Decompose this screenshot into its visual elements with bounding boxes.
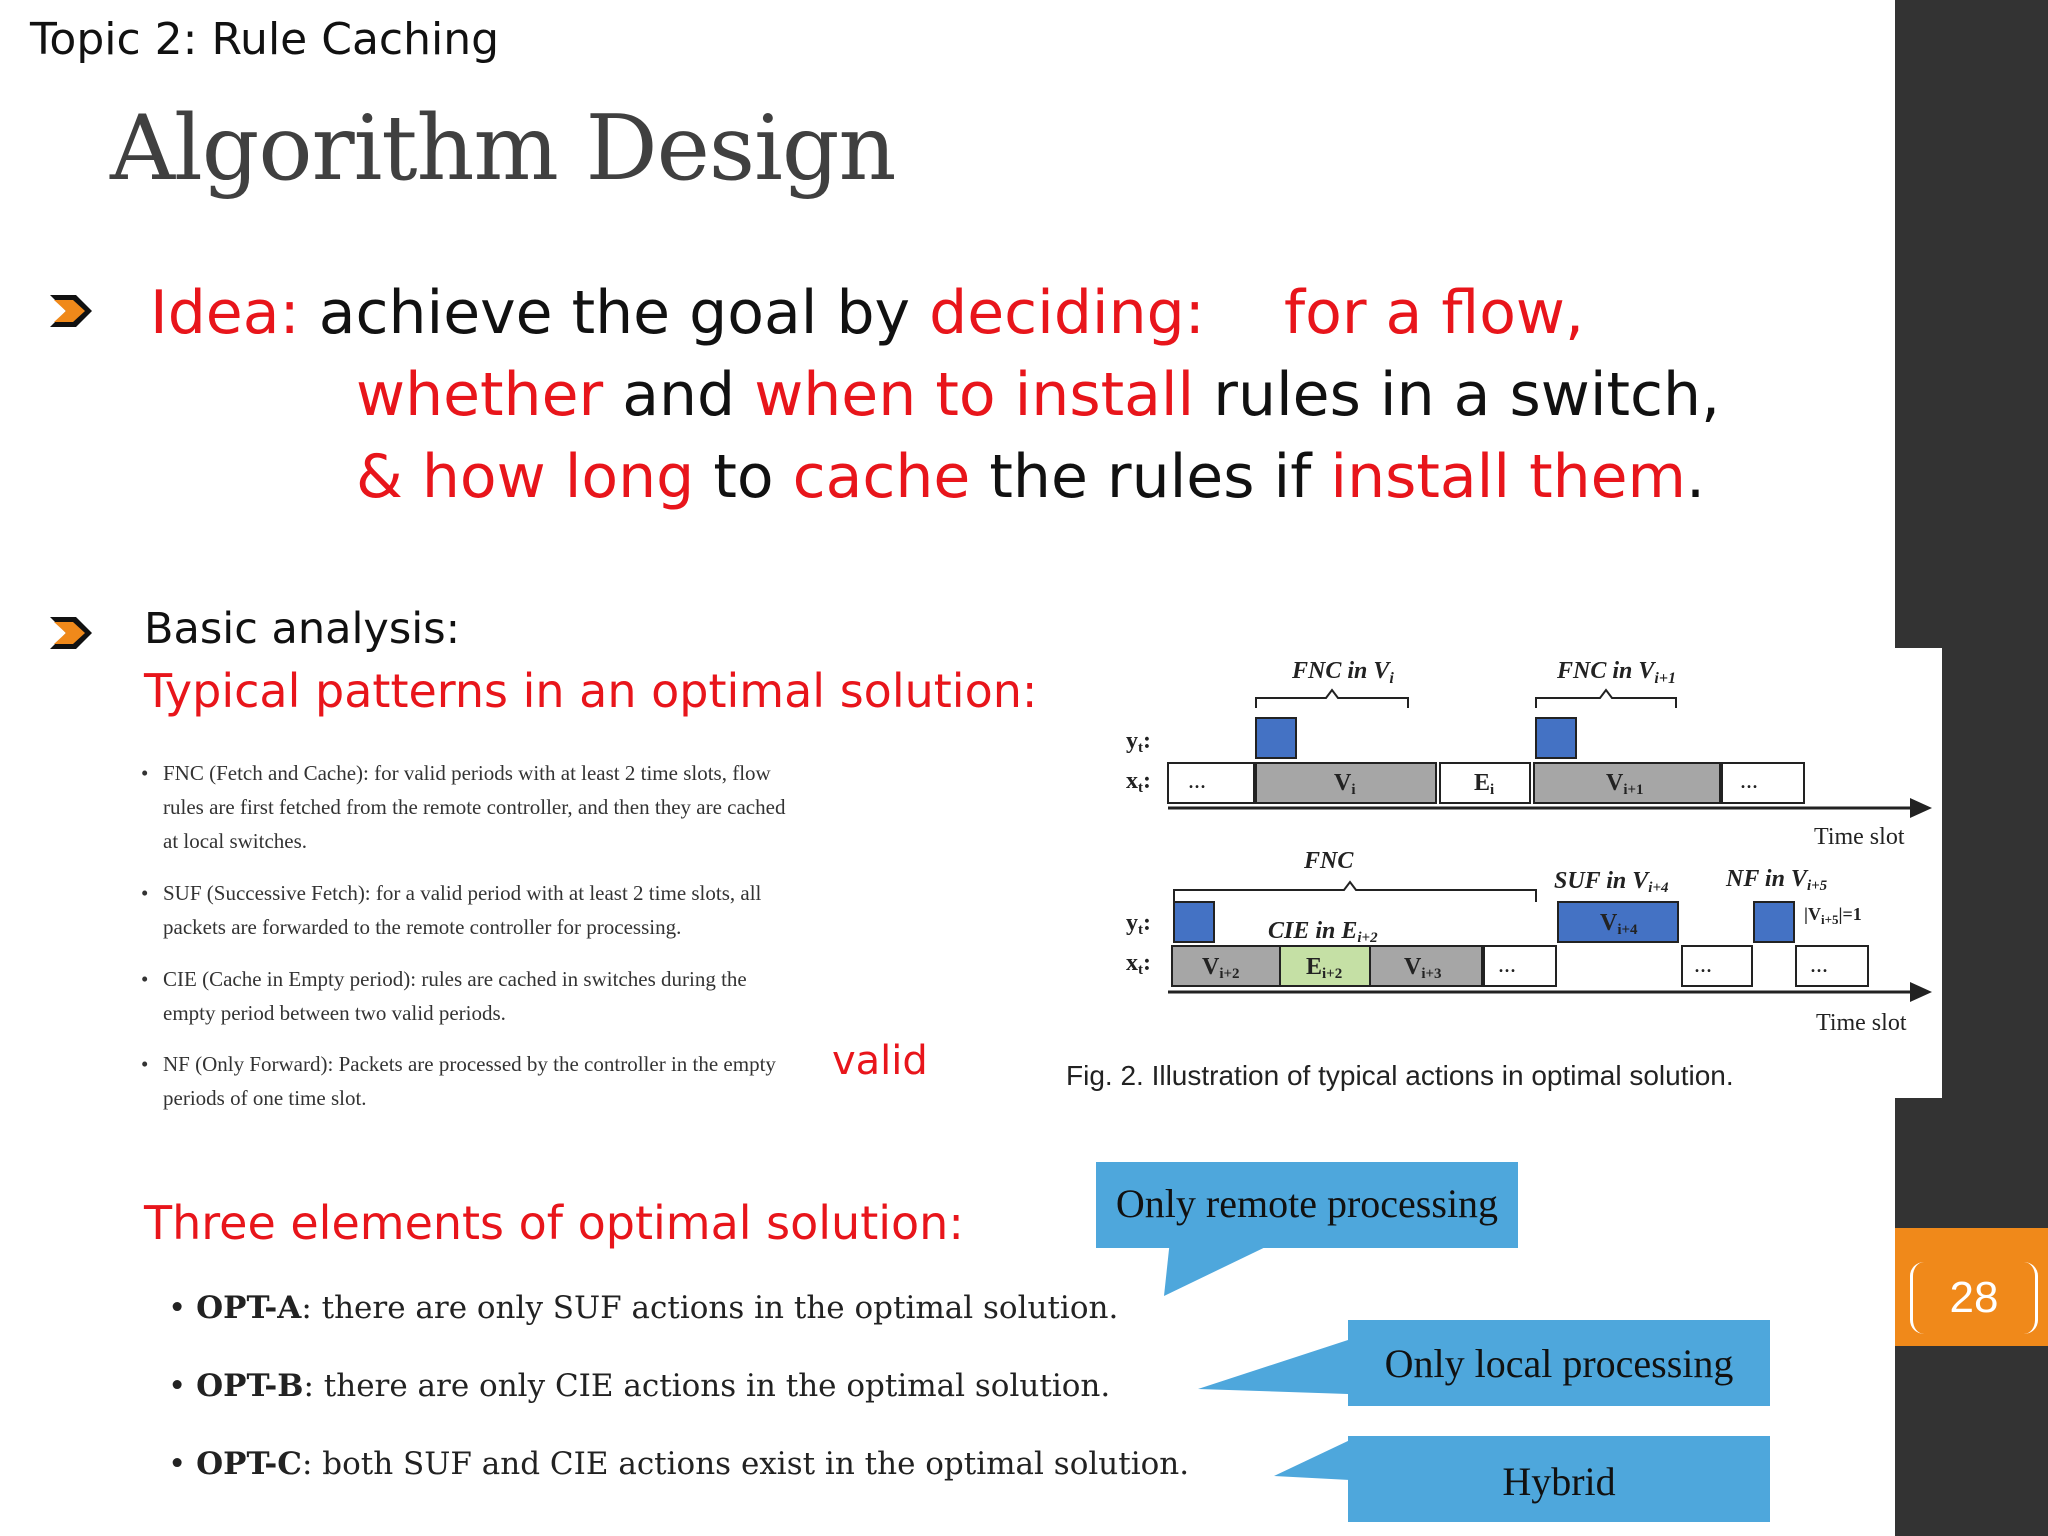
- idea-cache: cache: [792, 442, 971, 512]
- dots-text: ...: [1740, 768, 1758, 794]
- arrow-bullet-icon: [44, 292, 96, 330]
- dots-block: [1796, 946, 1868, 986]
- ei-text: Ei: [1474, 770, 1495, 798]
- idea-period: .: [1686, 442, 1706, 512]
- pattern-text: NF (Only Forward): Packets are processed by the controller in the empty: [163, 1052, 776, 1076]
- opt-c-item: • OPT-C: both SUF and CIE actions exist in the optimal solution.: [168, 1446, 1190, 1482]
- timeline-diagram: [1060, 648, 1942, 1048]
- opt-text: : there are only CIE actions in the optimal solution.: [303, 1368, 1111, 1404]
- opt-text: : both SUF and CIE actions exist in the optimal solution.: [301, 1446, 1190, 1482]
- brace-fnc-vi1: [1536, 690, 1676, 708]
- pattern-fnc: • FNC (Fetch and Cache): for valid periods with at least 2 time slots, flow rules are first fetched from the remote controller, and then they are cached at local switches.: [163, 756, 923, 858]
- brace-fnc: [1174, 882, 1536, 902]
- pattern-text: periods of one time slot.: [163, 1086, 367, 1110]
- callout-hybrid: Hybrid: [1348, 1436, 1770, 1522]
- dots-text: ...: [1694, 952, 1712, 978]
- idea-whether: whether: [356, 360, 604, 430]
- basic-analysis-label: Basic analysis:: [144, 604, 461, 654]
- pattern-nf: • NF (Only Forward): Packets are processed by the controller in the empty periods of one time slot.: [163, 1047, 923, 1115]
- idea-text: achieve the goal by: [318, 278, 911, 348]
- fetch-block: [1536, 718, 1576, 758]
- pattern-text: CIE (Cache in Empty period): rules are cached in switches during the: [163, 967, 747, 991]
- idea-when: when to install: [754, 360, 1195, 430]
- nf-label: NF in Vi+5: [1726, 866, 1828, 894]
- idea-howlong: & how long: [356, 442, 695, 512]
- opt-b-item: • OPT-B: there are only CIE actions in the optimal solution.: [168, 1368, 1111, 1404]
- topic-heading: Topic 2: Rule Caching: [30, 14, 500, 65]
- arrow-icon: [1910, 982, 1932, 1002]
- time-slot-label: Time slot: [1814, 824, 1905, 850]
- fetch-block: [1174, 902, 1214, 942]
- pattern-text: packets are forwarded to the remote controller for processing.: [163, 915, 682, 939]
- vi3-text: Vi+3: [1404, 954, 1442, 982]
- suf-label: SUF in Vi+4: [1554, 868, 1669, 896]
- yt-label: yt:: [1126, 728, 1151, 756]
- opt-a-item: • OPT-A: there are only SUF actions in the optimal solution.: [168, 1290, 1119, 1326]
- pattern-text: SUF (Successive Fetch): for a valid period with at least 2 time slots, all: [163, 881, 762, 905]
- arrow-bullet-icon: [44, 614, 96, 652]
- brace-label: FNC in $V_{i+1}$: [1557, 658, 1676, 687]
- opt-name: OPT-C: [196, 1446, 302, 1482]
- vi2-text: Vi+2: [1202, 954, 1240, 982]
- pattern-text: rules are first fetched from the remote controller, and then they are cached: [163, 795, 786, 819]
- pattern-text: FNC (Fetch and Cache): for valid periods with at least 2 time slots, flow: [163, 761, 771, 785]
- idea-install: install them: [1330, 442, 1686, 512]
- elements-subtitle: Three elements of optimal solution:: [144, 1196, 964, 1250]
- dots-block: [1168, 763, 1254, 803]
- yt-label: yt:: [1126, 910, 1151, 938]
- cie-label: CIE in Ei+2: [1268, 918, 1378, 946]
- fetch-block: [1256, 718, 1296, 758]
- patterns-subtitle: Typical patterns in an optimal solution:: [144, 664, 1038, 718]
- idea-line-1: [150, 278, 1584, 348]
- page-number: 28: [1910, 1262, 2038, 1334]
- vi-text: Vi: [1334, 770, 1356, 798]
- idea-flow: for a flow,: [1283, 278, 1585, 348]
- callout-local: Only local processing: [1348, 1320, 1770, 1406]
- dots-text: ...: [1498, 952, 1516, 978]
- ei2-text: Ei+2: [1306, 954, 1343, 982]
- pattern-text: at local switches.: [163, 829, 308, 853]
- vi4-text: Vi+4: [1600, 910, 1638, 938]
- opt-name: OPT-A: [196, 1290, 302, 1326]
- fetch-block: [1754, 902, 1794, 942]
- callout-pointer: [1160, 1240, 1280, 1310]
- slide-title: Algorithm Design: [110, 96, 896, 201]
- idea-rules-if: the rules if: [989, 442, 1312, 512]
- time-slot-label: Time slot: [1816, 1010, 1907, 1036]
- brace-label: FNC in $V_i$: [1292, 658, 1394, 687]
- callout-pointer: [1198, 1340, 1358, 1400]
- vcount-label: $|V_{i+5}|=1$: [1804, 904, 1862, 927]
- vi1-text: Vi+1: [1606, 770, 1644, 798]
- dots-block: [1722, 763, 1804, 803]
- idea-deciding: deciding:: [929, 278, 1205, 348]
- idea-and: and: [622, 360, 736, 430]
- valid-overlay: valid: [832, 1038, 928, 1084]
- idea-line-3: [356, 442, 1705, 512]
- brace-fnc-vi: [1256, 690, 1408, 708]
- opt-name: OPT-B: [196, 1368, 304, 1404]
- pattern-cie: • CIE (Cache in Empty period): rules are cached in switches during the empty period between two valid periods.: [163, 962, 923, 1030]
- dots-block: [1682, 946, 1752, 986]
- fnc-label: FNC: [1304, 848, 1354, 874]
- callout-remote: Only remote processing: [1096, 1162, 1518, 1248]
- idea-label: Idea:: [150, 278, 300, 348]
- dots-text: ...: [1188, 768, 1206, 794]
- idea-to: to: [713, 442, 774, 512]
- arrow-icon: [1910, 798, 1932, 818]
- xt-label: xt:: [1126, 950, 1151, 978]
- dots-block: [1484, 946, 1556, 986]
- idea-rules: rules in a switch,: [1213, 360, 1721, 430]
- xt-label: xt:: [1126, 768, 1151, 796]
- opt-text: : there are only SUF actions in the optimal solution.: [301, 1290, 1119, 1326]
- dots-text: ...: [1810, 952, 1828, 978]
- figure-caption: Fig. 2. Illustration of typical actions in optimal solution.: [1066, 1060, 1734, 1091]
- pattern-suf: • SUF (Successive Fetch): for a valid period with at least 2 time slots, all packets are forwarded to the remote controller for processing.: [163, 876, 923, 944]
- idea-line-2: [356, 360, 1720, 430]
- pattern-text: empty period between two valid periods.: [163, 1001, 506, 1025]
